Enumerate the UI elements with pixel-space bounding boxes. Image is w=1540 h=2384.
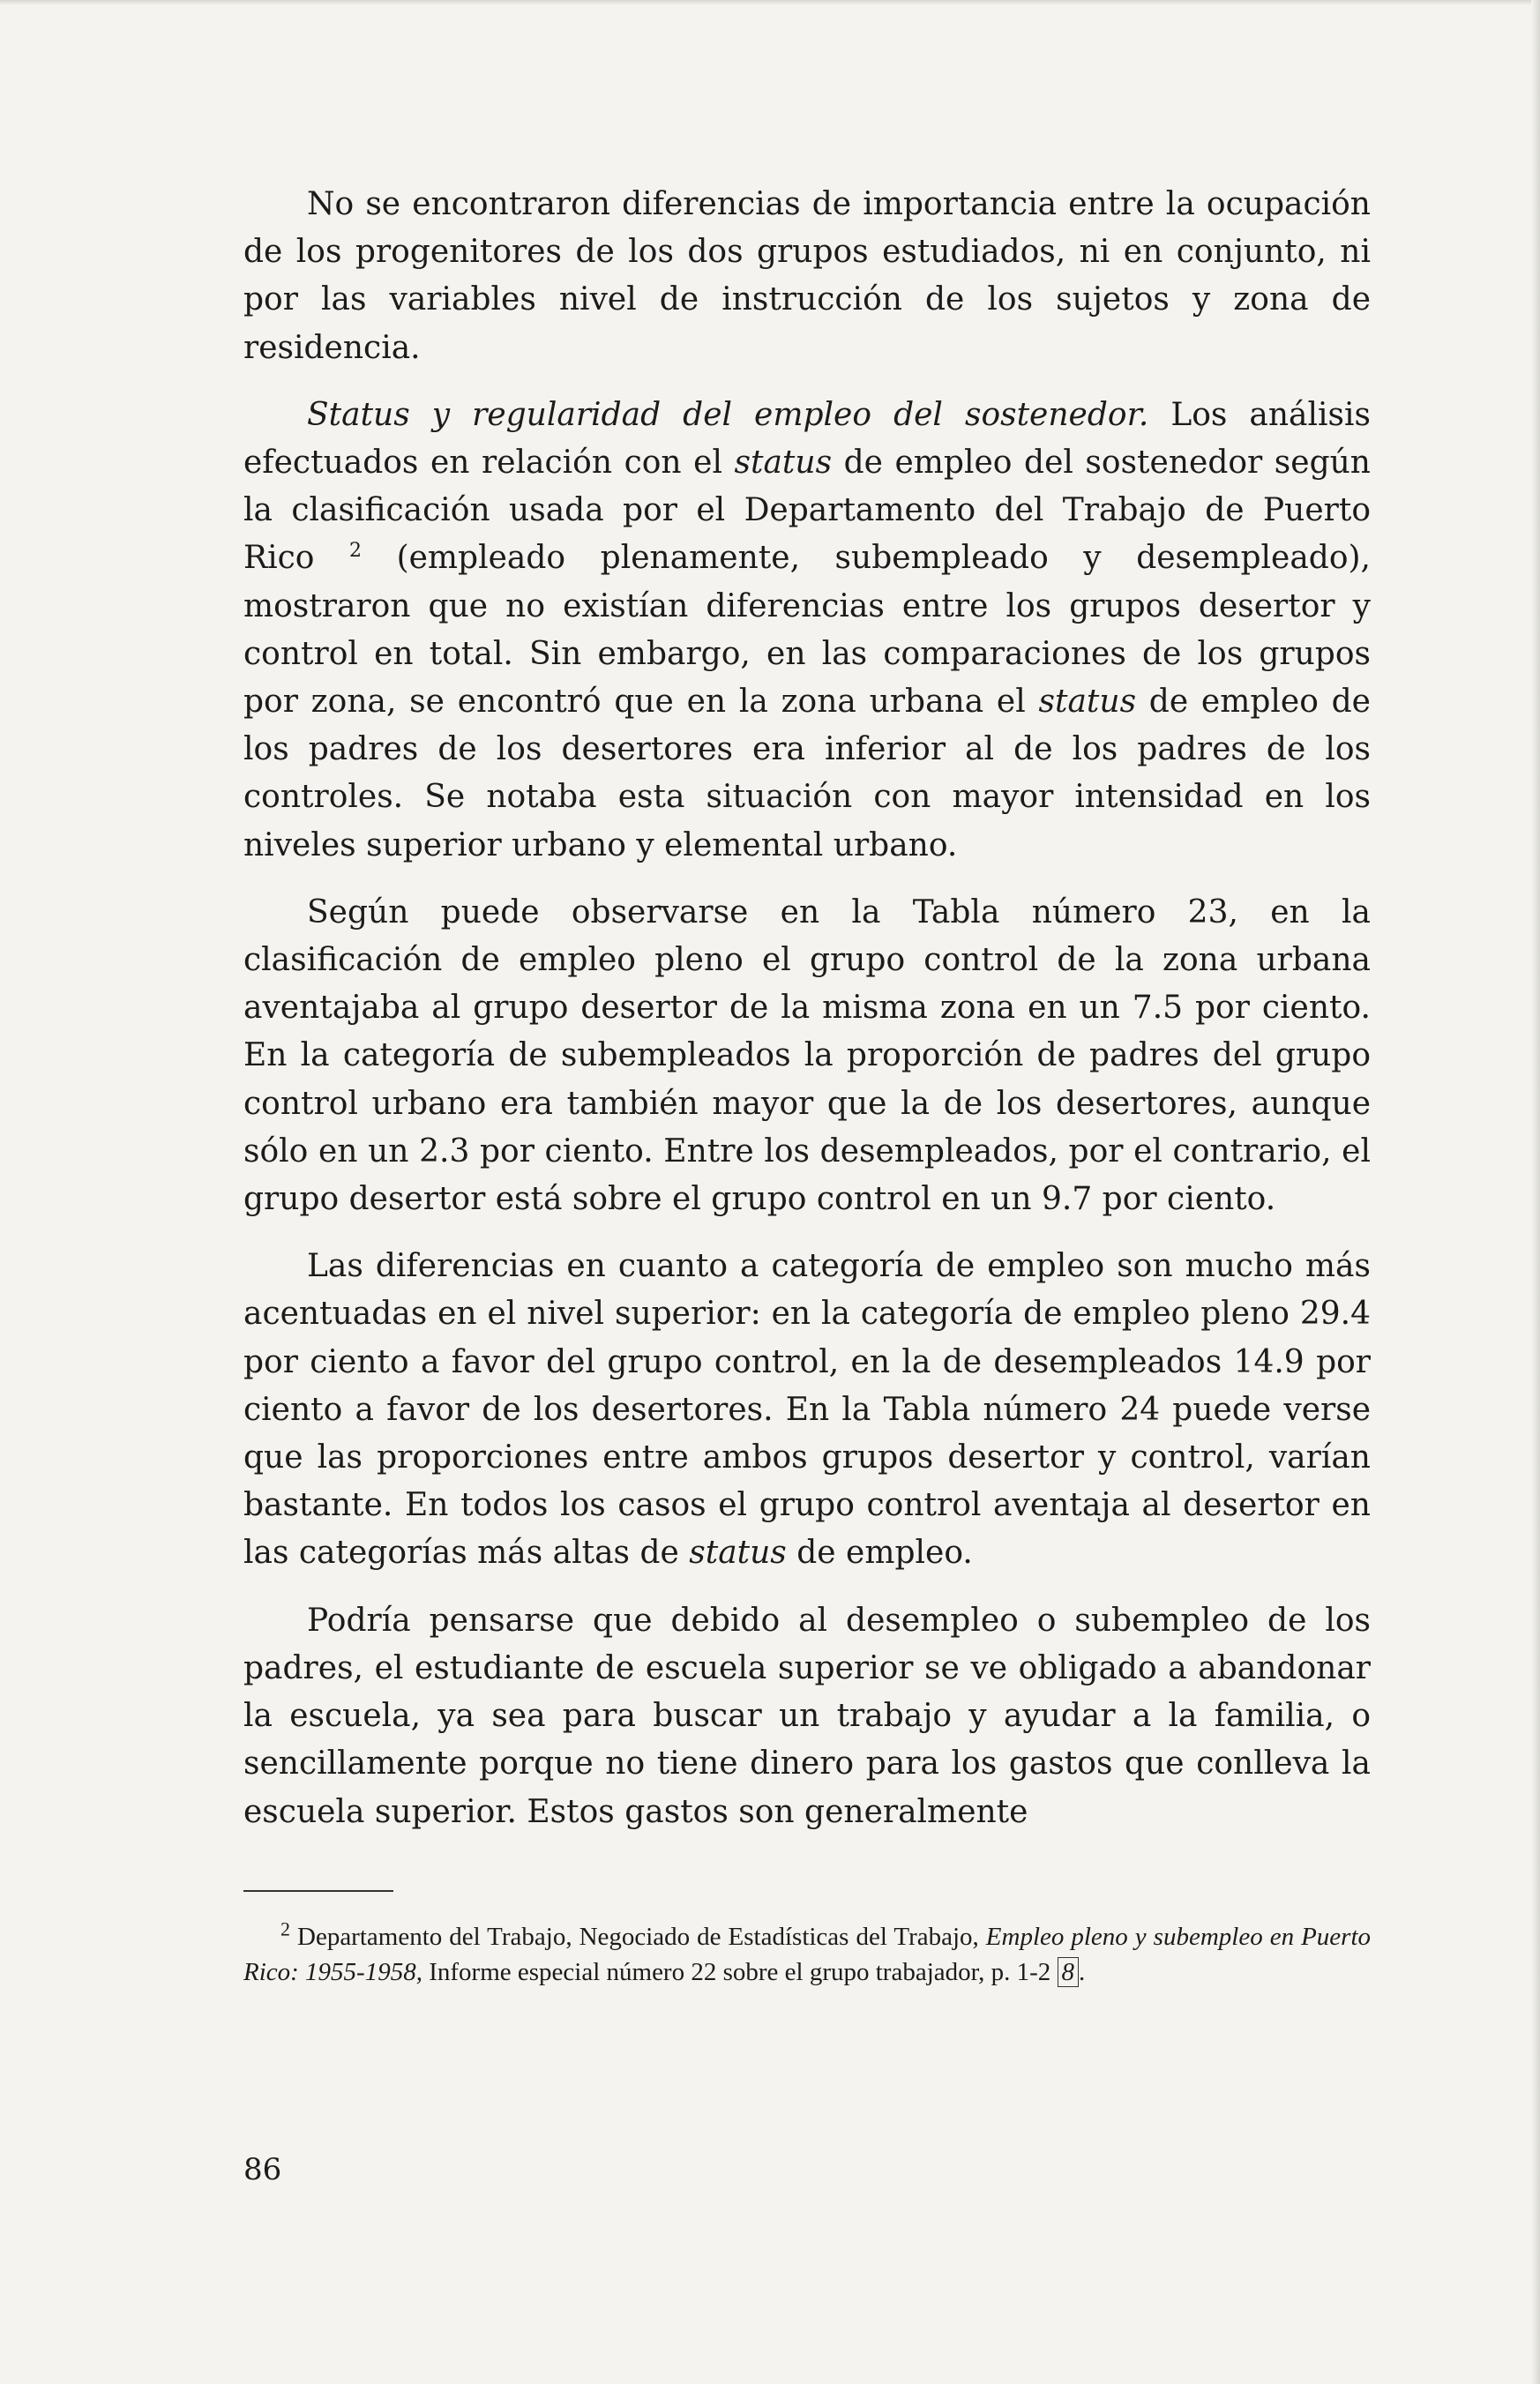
- paragraph-text: de empleo del sostenedor según la clasificación usada por el Departamento del Trabajo de Puerto Rico: [243, 445, 1371, 577]
- paragraph-text: Podría pensarse que debido al desempleo o subempleo de los padres, el estudiante de escuela superior se ve obligado a abandonar la escuela, ya sea para buscar un trabajo y ayudar a la familia, o sencillamente porque no tiene dinero para los gastos que conlleva la escuela superior. Estos gastos son generalmente: [243, 1602, 1371, 1830]
- paragraph-text: de empleo.: [786, 1535, 973, 1572]
- italic-term: status: [689, 1535, 787, 1572]
- footnote-marker: 2: [280, 1917, 290, 1940]
- footnote-title: Empleo pleno y subempleo en Puerto Rico: 1955-1958,: [243, 1923, 1371, 1986]
- footnote-divider: [243, 1890, 393, 1892]
- paragraph-text: Los análisis efectuados en relación con el: [243, 396, 1372, 482]
- footnote-text: Informe especial número 22 sobre el grupo trabajador, p. 1-2: [422, 1958, 1058, 1986]
- body-text: [243, 181, 1371, 1856]
- page-right-edge: [1531, 0, 1540, 2384]
- paragraph-text: No se encontraron diferencias de importancia entre la ocupación de los progenitores de los dos grupos estudiados, ni en conjunto, ni por las variables nivel de instrucción de los sujetos y zona de residencia.: [243, 186, 1371, 366]
- footnote-reference: 2: [349, 540, 363, 563]
- italic-term: status: [734, 445, 833, 482]
- paragraph: [243, 181, 1371, 372]
- footnote-text: Departamento del Trabajo, Negociado de Estadísticas del Trabajo,: [297, 1923, 986, 1951]
- footnote-end: .: [1079, 1958, 1086, 1986]
- paragraph-text: de empleo de los padres de los desertores era inferior al de los padres de los controles. Se notaba esta situación con mayor intensidad en los niveles superior urbano y elemental urbano.: [243, 684, 1371, 863]
- paragraph: [243, 889, 1371, 1223]
- paragraph-text: Según puede observarse en la Tabla número 23, en la clasificación de empleo pleno el grupo control de la zona urbana aventajaba al grupo desertor de la misma zona en un 7.5 por ciento. En la categoría de subempleados la proporción de padres del grupo control urbano era también mayor que la de los desertores, aunque sólo en un 2.3 por ciento. Entre los desempleados, por el contrario, el grupo desertor está sobre el grupo control en un 9.7 por ciento.: [243, 893, 1371, 1218]
- footnote: [243, 1919, 1371, 1990]
- paragraph: [243, 1243, 1371, 1577]
- page-number: 86: [243, 2152, 282, 2187]
- paragraph-text: (empleado plenamente, subempleado y desempleado), mostraron que no existían diferencias entre los grupos desertor y control en total. Sin embargo, en las comparaciones de los grupos por zona, se encontró que en la zona urbana el: [243, 540, 1371, 721]
- page-top-edge: [0, 0, 1540, 5]
- italic-term: status: [1038, 684, 1137, 721]
- paragraph: [243, 392, 1371, 870]
- paragraph-text: Las diferencias en cuanto a categoría de empleo son mucho más acentuadas en el nivel superior: en la categoría de empleo pleno 29.4 por ciento a favor del grupo control, en la de desempleados 14.9 por ciento a favor de los desertores. En la Tabla número 24 puede verse que las proporciones entre ambos grupos desertor y control, varían bastante. En todos los casos el grupo control aventaja al desertor en las categorías más altas de: [243, 1248, 1371, 1572]
- paragraph: [243, 1597, 1371, 1836]
- section-heading: Status y regularidad del empleo del sostenedor.: [307, 396, 1149, 433]
- footnote-reference-box: 8: [1058, 1957, 1080, 1987]
